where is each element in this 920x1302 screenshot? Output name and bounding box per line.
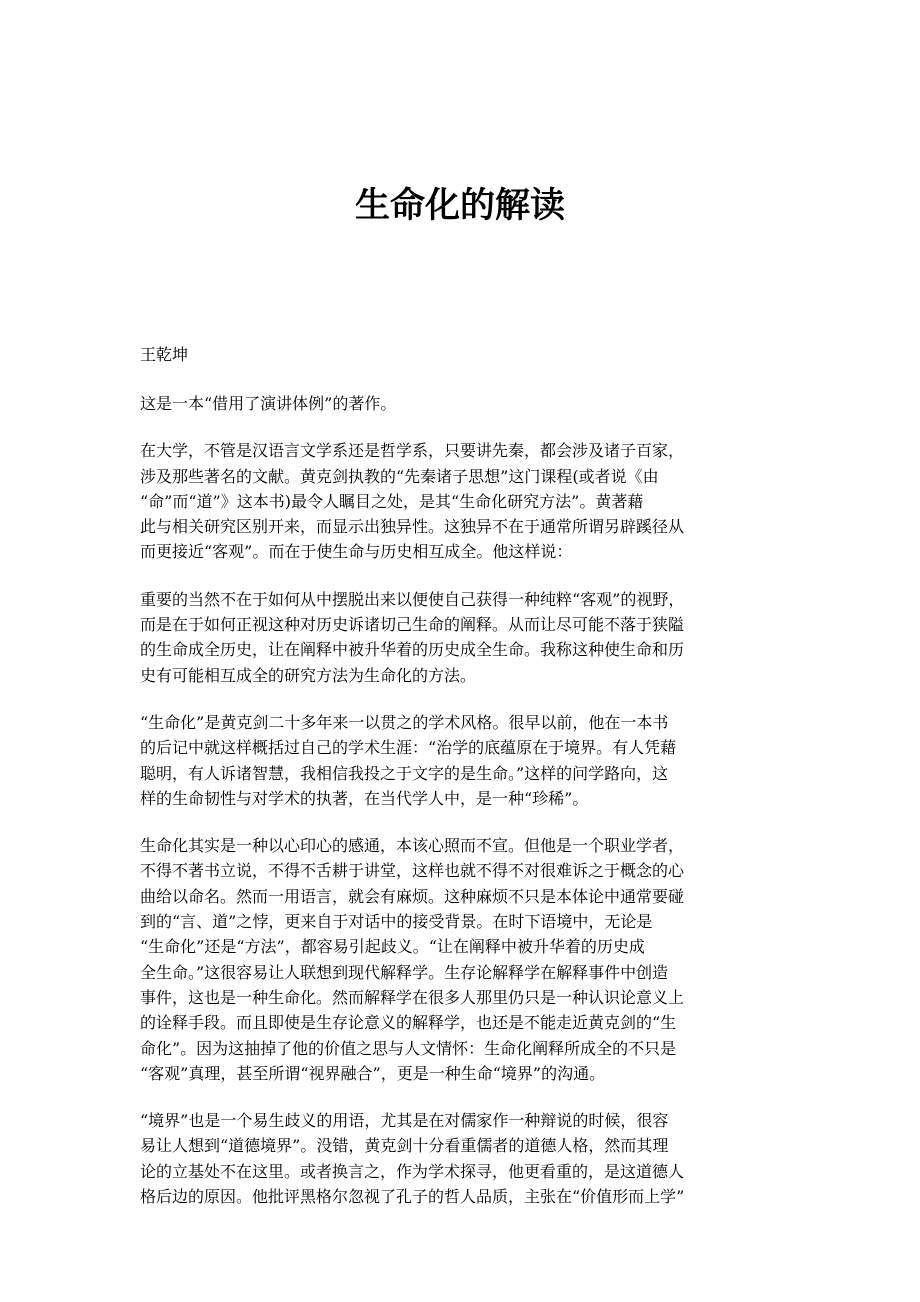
text-line: 而更接近“客观”。而在于使生命与历史相互成全。他这样说： [140,542,573,562]
text-line: 全生命。”这很容易让人联想到现代解释学。生存论解释学在解释事件中创造 [140,962,669,982]
text-line: 易让人想到“道德境界”。没错，黄克剑十分看重儒者的道德人格，然而其理 [140,1136,669,1156]
text-line: “生命化”是黄克剑二十多年来一以贯之的学术风格。很早以前，他在一本书 [140,712,669,732]
paragraph [140,391,780,416]
text-line: 到的“言、道”之悖，更来自于对话中的接受背景。在时下语境中，无论是 [140,912,653,932]
text-line: 的生命成全历史，让在阐释中被升华着的历史成全生命。我称这种使生命和历 [140,640,685,660]
text-line: 命化”。因为这抽掉了他的价值之思与人文情怀：生命化阐释所成全的不只是 [140,1038,677,1058]
text-line: 的后记中就这样概括过自己的学术生涯：“治学的底蕴原在于境界。有人凭藉 [140,738,677,758]
author-name: 王乾坤 [140,345,189,364]
text-line: “境界”也是一个易生歧义的用语，尤其是在对儒家作一种辩说的时候，很容 [140,1111,669,1131]
paragraph-list [140,391,780,1209]
text-line: “生命化”还是“方法”，都容易引起歧义。“让在阐释中被升华着的历史成 [140,937,645,957]
text-line: 的诠释手段。而且即使是生存论意义的解释学，也还是不能走近黄克剑的“生 [140,1013,677,1033]
text-line: 不得不著书立说，不得不舌耕于讲堂，这样也就不得不对很难诉之于概念的心 [140,861,685,881]
text-line: 生命化其实是一种以心印心的感通，本该心照而不宣。但他是一个职业学者， [140,836,685,856]
text-line: 史有可能相互成全的研究方法为生命化的方法。 [140,665,477,685]
text-line: “命”而“道”》这本书)最令人瞩目之处，是其“生命化研究方法”。黄著藉 [140,491,644,511]
text-line: 这是一本“借用了演讲体例”的著作。 [140,394,397,413]
paragraph [140,710,780,811]
text-line: 重要的当然不在于如何从中摆脱出来以便使自己获得一种纯粹“客观”的视野， [140,589,685,609]
paragraph [140,438,780,564]
text-line: 曲给以命名。然而一用语言，就会有麻烦。这种麻烦不只是本体论中通常要碰 [140,886,685,906]
text-line: 而是在于如何正视这种对历史诉诸切己生命的阐释。从而让尽可能不落于狭隘 [140,615,685,635]
paragraph [140,833,780,1086]
text-line: 论的立基处不在这里。或者换言之，作为学术探寻，他更看重的，是这道德人 [140,1161,685,1181]
paragraph [140,587,780,688]
text-line: “客观”真理，甚至所谓“视界融合”，更是一种生命“境界”的沟通。 [140,1063,606,1083]
paragraph [140,1108,780,1209]
text-line: 格后边的原因。他批评黑格尔忽视了孔子的哲人品质，主张在“价值形而上学” [140,1187,685,1207]
text-line: 在大学，不管是汉语言文学系还是哲学系，只要讲先秦，都会涉及诸子百家， [140,441,685,461]
text-line: 聪明，有人诉诸智慧，我相信我投之于文字的是生命。”这样的问学路向，这 [140,763,669,783]
text-line: 涉及那些著名的文献。黄克剑执教的“先秦诸子思想”这门课程(或者说《由 [140,466,659,486]
text-line: 事件，这也是一种生命化。然而解释学在很多人那里仍只是一种认识论意义上 [140,987,685,1007]
document-title: 生命化的解读 [354,185,565,226]
text-line: 此与相关研究区别开来，而显示出独异性。这独异不在于通常所谓另辟蹊径从 [140,517,685,537]
document-body [140,342,780,1231]
text-line: 样的生命韧性与对学术的执著，在当代学人中，是一种“珍稀”。 [140,788,589,808]
